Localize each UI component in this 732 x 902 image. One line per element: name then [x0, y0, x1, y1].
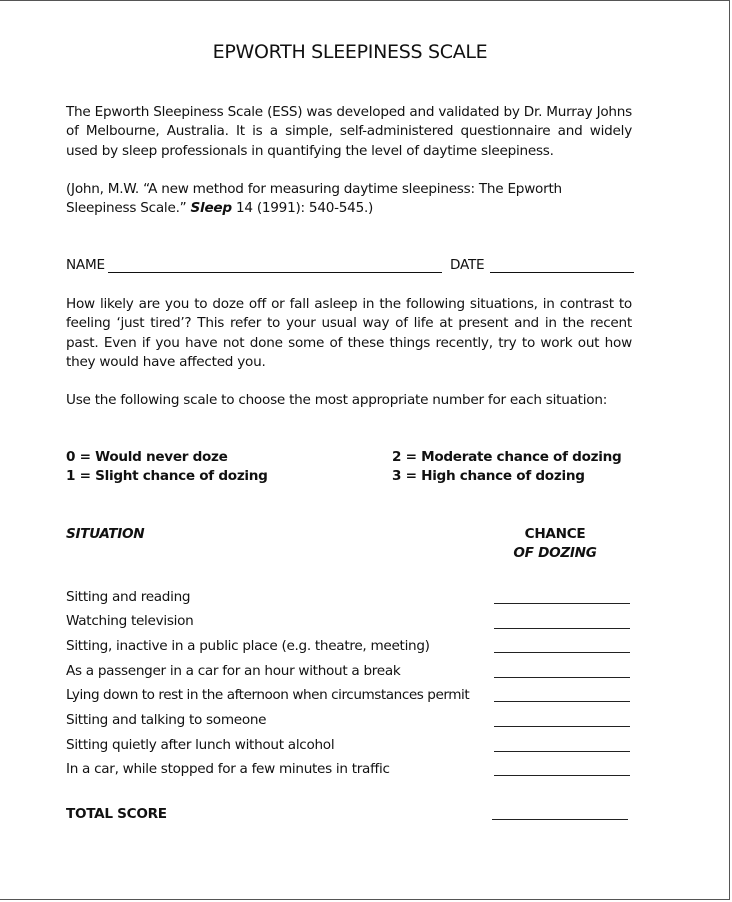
situation-8: In a car, while stopped for a few minutes in traffic — [66, 761, 390, 777]
situation-1: Sitting and reading — [66, 589, 191, 605]
answer-field-2[interactable] — [494, 628, 630, 629]
scale-0: 0 = Would never doze — [66, 449, 228, 465]
chance-header-sub: OF DOZING — [513, 545, 597, 561]
total-score-field[interactable] — [492, 819, 628, 820]
scale-3: 3 = High chance of dozing — [392, 468, 585, 484]
name-label: NAME — [66, 257, 105, 273]
situation-5: Lying down to rest in the afternoon when circumstances permit — [66, 687, 470, 703]
answer-field-5[interactable] — [494, 701, 630, 702]
page-title: EPWORTH SLEEPINESS SCALE — [212, 41, 488, 63]
answer-field-6[interactable] — [494, 726, 630, 727]
answer-field-7[interactable] — [494, 751, 630, 752]
date-label: DATE — [450, 257, 485, 273]
question-paragraph: How likely are you to doze off or fall asleep in the following situations, in contrast to feeling ‘just tired’? This refer to your usual way of life at present and in the recent past. Even if you have not done some of these things recently, try to work out how they would have affected you. — [66, 296, 632, 371]
situation-6: Sitting and talking to someone — [66, 712, 267, 728]
intro-paragraph: The Epworth Sleepiness Scale (ESS) was developed and validated by Dr. Murray Johns of Melbourne, Australia. It is a simple, self-administered questionnaire and widely used by sleep professionals in quantifying the level of daytime sleepiness. — [66, 104, 632, 159]
total-score-label: TOTAL SCORE — [66, 806, 167, 822]
answer-field-8[interactable] — [494, 775, 630, 776]
date-field[interactable] — [490, 272, 634, 273]
scale-1: 1 = Slight chance of dozing — [66, 468, 268, 484]
chance-header: CHANCE — [524, 526, 586, 542]
situation-3: Sitting, inactive in a public place (e.g. theatre, meeting) — [66, 638, 430, 654]
citation-journal: Sleep — [190, 200, 232, 217]
citation — [66, 180, 586, 219]
answer-field-3[interactable] — [494, 652, 630, 653]
scale-2: 2 = Moderate chance of dozing — [392, 449, 622, 465]
name-date-row — [66, 257, 634, 277]
citation-prefix: (John, M.W. “A new method for measuring daytime sleepiness: The Epworth Sleepiness Scale.” — [66, 181, 562, 217]
name-field[interactable] — [108, 272, 442, 273]
answer-field-1[interactable] — [494, 603, 630, 604]
answer-field-4[interactable] — [494, 677, 630, 678]
situation-4: As a passenger in a car for an hour without a break — [66, 663, 401, 679]
situation-2: Watching television — [66, 613, 194, 629]
instruction-text: Use the following scale to choose the most appropriate number for each situation: — [66, 392, 608, 408]
situation-header: SITUATION — [66, 526, 145, 542]
situation-7: Sitting quietly after lunch without alcohol — [66, 737, 335, 753]
citation-suffix: 14 (1991): 540-545.) — [231, 200, 374, 217]
